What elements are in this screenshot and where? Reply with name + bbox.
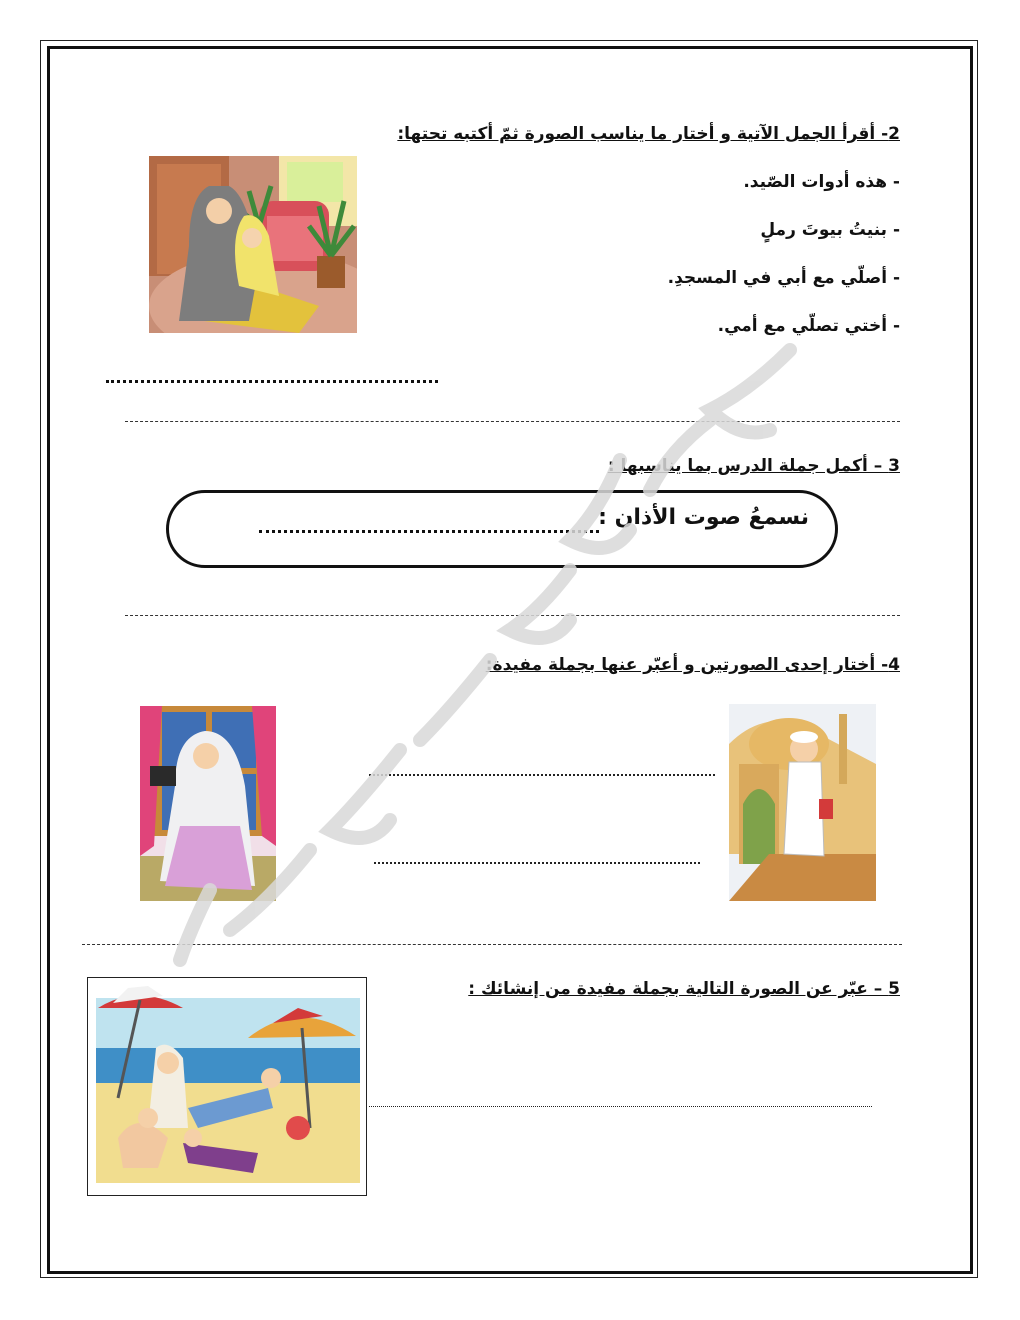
q5-heading: 5 – عبّر عن الصورة التالية بجملة مفيدة من إنشائك : — [468, 979, 900, 999]
q2-answer-line[interactable] — [106, 380, 438, 383]
q2-option-1: - هذه أدوات الصّيد. — [743, 172, 900, 192]
q3-sentence: نسمعُ صوت الأذان : — [598, 505, 809, 530]
q3-answer-line[interactable] — [259, 530, 599, 533]
q3-heading: 3 – أكمل جملة الدرس بما يناسبها : — [607, 456, 900, 476]
q4-answer-line-1[interactable] — [369, 774, 715, 776]
q2-option-3: - أصلّي مع أبي في المسجدِ. — [667, 268, 900, 288]
q2-option-2: - بنيتُ بيوتَ رملٍ — [760, 220, 900, 240]
q5-answer-line[interactable] — [369, 1106, 872, 1107]
separator-2 — [125, 615, 900, 616]
woman-reading-picture — [140, 706, 276, 901]
q4-heading: 4- أختار إحدى الصورتين و أعبّر عنها بجملة مفيدة: — [485, 655, 900, 675]
separator-3 — [82, 944, 902, 945]
boy-walking-to-mosque-picture — [729, 704, 876, 901]
q2-option-4: - أختي تصلّي مع أمي. — [717, 316, 900, 336]
praying-mother-daughter-picture — [149, 156, 357, 333]
q2-heading: 2- أقرأ الجمل الآتية و أختار ما يناسب الصورة ثمّ أكتبه تحتها: — [397, 124, 900, 144]
q4-answer-line-2[interactable] — [374, 862, 700, 864]
family-at-beach-picture — [87, 977, 367, 1196]
q3-sentence-box — [166, 490, 838, 568]
separator-1 — [125, 421, 900, 422]
